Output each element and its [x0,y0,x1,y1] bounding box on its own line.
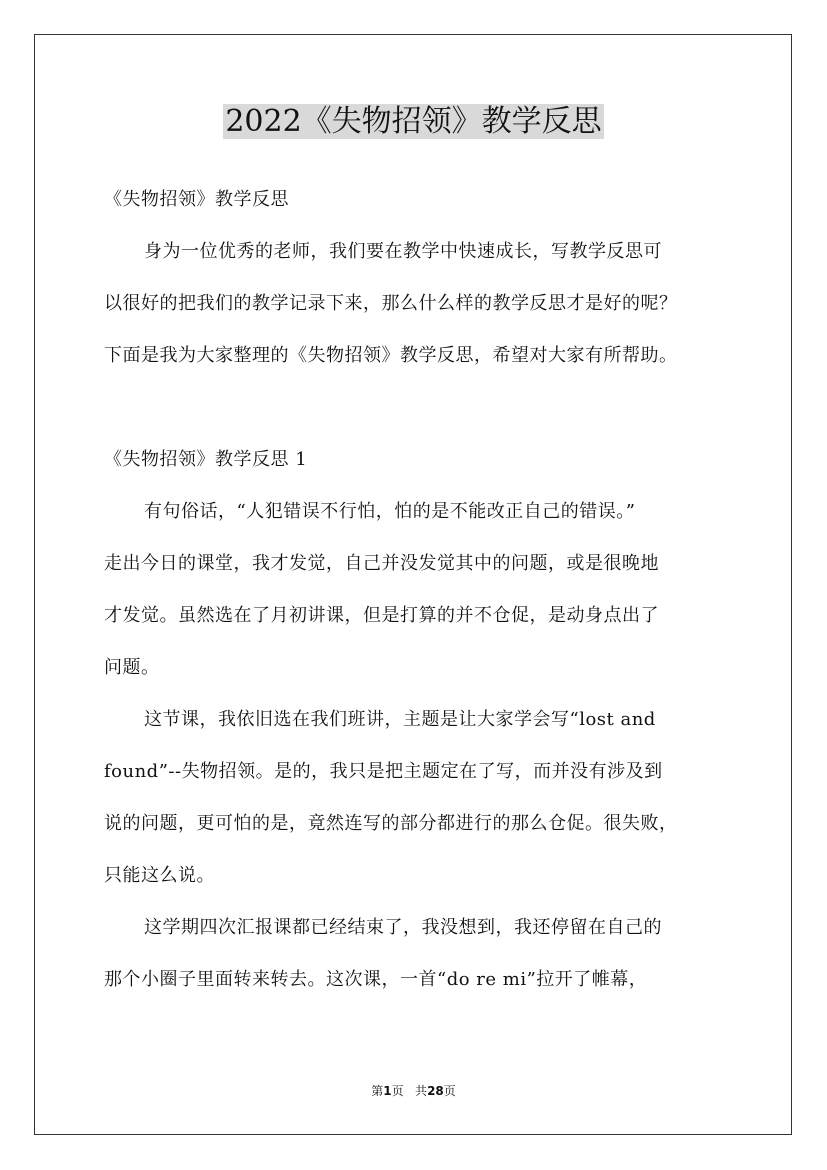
paragraph-line: 说的问题，更可怕的是，竟然连写的部分都进行的那么仓促。很失败， [104,813,678,834]
intro-line: 以很好的把我们的教学记录下来，那么什么样的教学反思才是好的呢？ [104,293,678,314]
footer-total-prefix: 共 [415,1084,428,1098]
paragraph-3 [104,902,740,1006]
intro-line: 身为一位优秀的老师，我们要在教学中快速成长，写教学反思可 [144,241,662,262]
section-heading: 《失物招领》教学反思 1 [104,449,308,470]
paragraph-line: 那个小圈子里面转来转去。这次课，一首“do re mi”拉开了帷幕， [104,969,648,990]
page-footer [0,1083,827,1099]
paragraph-line: 问题。 [104,657,160,678]
paragraph-1 [104,486,740,694]
intro-paragraph [104,226,740,382]
footer-page-number: 1 [383,1084,392,1098]
paragraph-line: 只能这么说。 [104,865,215,886]
paragraph-line: 走出今日的课堂，我才发觉，自己并没发觉其中的问题，或是很晚地 [104,553,659,574]
paragraph-line: 这节课，我依旧选在我们班讲，主题是让大家学会写“lost and [144,709,656,730]
footer-total-pages: 28 [427,1084,444,1098]
footer-page-suffix: 页 [391,1084,404,1098]
footer-page-prefix: 第 [371,1084,384,1098]
paragraph-line: found”--失物招领。是的，我只是把主题定在了写，而并没有涉及到 [104,761,663,782]
document-title [0,100,827,144]
paragraph-line: 才发觉。虽然选在了月初讲课，但是打算的并不仓促，是动身点出了 [104,605,659,626]
document-body [104,174,740,1006]
intro-line: 下面是我为大家整理的《失物招领》教学反思，希望对大家有所帮助。 [104,345,678,366]
document-subtitle: 《失物招领》教学反思 [104,189,289,210]
footer-total-suffix: 页 [443,1084,456,1098]
paragraph-2 [104,694,740,902]
paragraph-line: 有句俗话，“人犯错误不行怕，怕的是不能改正自己的错误。” [144,501,636,522]
paragraph-line: 这学期四次汇报课都已经结束了，我没想到，我还停留在自己的 [144,917,662,938]
document-title-text: 2022《失物招领》教学反思 [225,104,602,139]
